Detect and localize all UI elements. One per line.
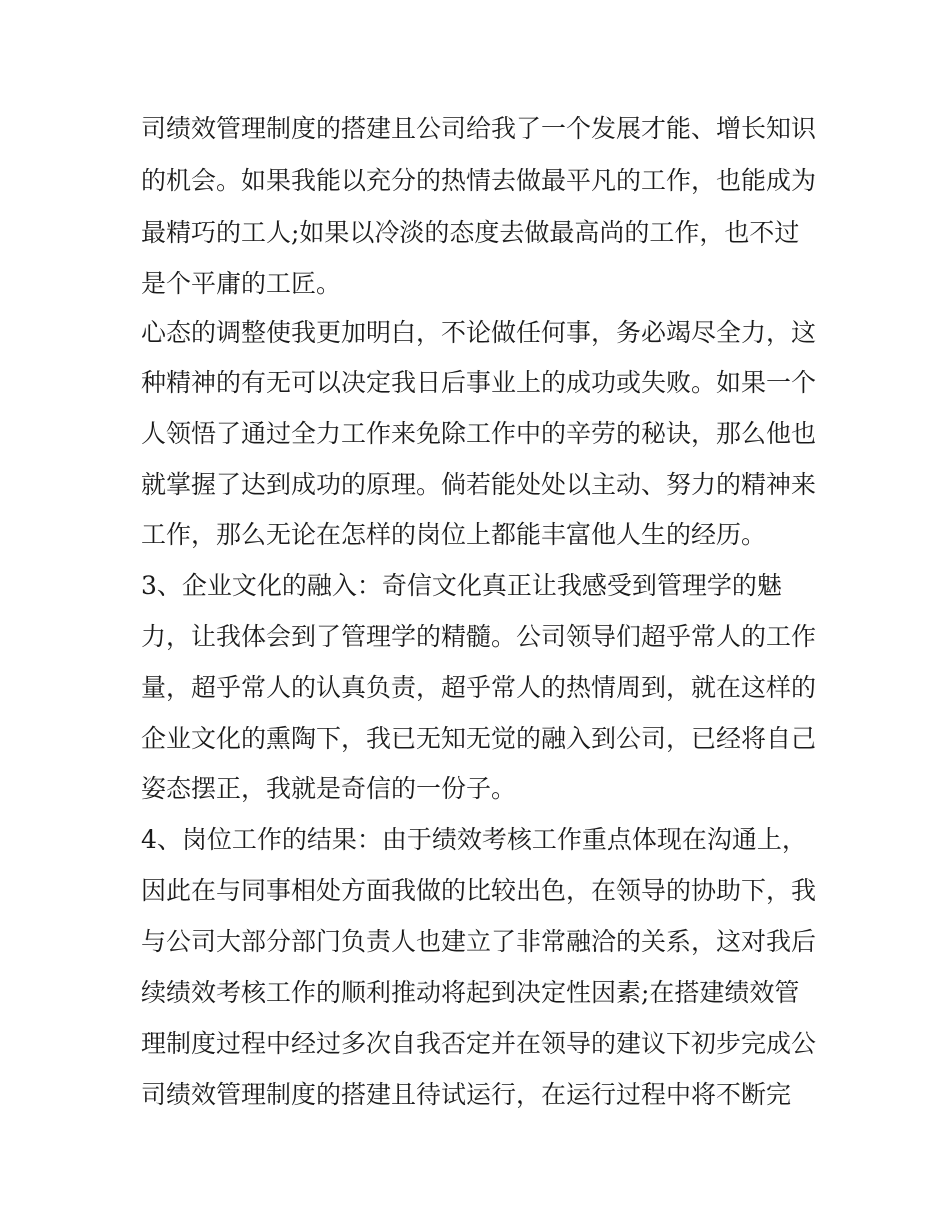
text-line-14: 姿态摆正，我就是奇信的一份子。 xyxy=(141,774,517,803)
text-line-18: 续绩效考核工作的顺利推动将起到决定性因素;在搭建绩效管 xyxy=(141,978,800,1007)
text-line-12: 量，超乎常人的认真负责，超乎常人的热情周到，就在这样的 xyxy=(141,673,817,702)
text-line-1: 司绩效管理制度的搭建且公司给我了一个发展才能、增长知识 xyxy=(141,114,817,143)
text-line-6: 种精神的有无可以决定我日后事业上的成功或失败。如果一个 xyxy=(141,368,817,397)
text-line-19: 理制度过程中经过多次自我否定并在领导的建议下初步完成公 xyxy=(141,1029,817,1058)
text-line-8: 就掌握了达到成功的原理。倘若能处处以主动、努力的精神来 xyxy=(141,470,817,499)
text-line-17: 与公司大部分部门负责人也建立了非常融洽的关系，这对我后 xyxy=(141,927,817,956)
text-line-7: 人领悟了通过全力工作来免除工作中的辛劳的秘诀，那么他也 xyxy=(141,419,817,448)
text-line-16: 因此在与同事相处方面我做的比较出色，在领导的协助下，我 xyxy=(141,876,817,905)
text-line-3: 最精巧的工人;如果以冷淡的态度去做最高尚的工作，也不过 xyxy=(141,218,800,247)
text-line-10: 3、企业文化的融入：奇信文化真正让我感受到管理学的魅 xyxy=(141,571,782,600)
text-line-9: 工作，那么无论在怎样的岗位上都能丰富他人生的经历。 xyxy=(141,520,767,549)
text-line-11: 力，让我体会到了管理学的精髓。公司领导们超乎常人的工作 xyxy=(141,622,817,651)
text-line-5: 心态的调整使我更加明白，不论做任何事，务必竭尽全力，这 xyxy=(141,318,817,347)
text-line-20: 司绩效管理制度的搭建且待试运行，在运行过程中将不断完 xyxy=(141,1080,792,1109)
text-line-4: 是个平庸的工匠。 xyxy=(141,269,342,298)
text-line-13: 企业文化的熏陶下，我已无知无觉的融入到公司，已经将自己 xyxy=(141,724,817,753)
text-line-15: 4、岗位工作的结果：由于绩效考核工作重点体现在沟通上， xyxy=(141,825,807,854)
text-line-2: 的机会。如果我能以充分的热情去做最平凡的工作，也能成为 xyxy=(141,166,817,195)
